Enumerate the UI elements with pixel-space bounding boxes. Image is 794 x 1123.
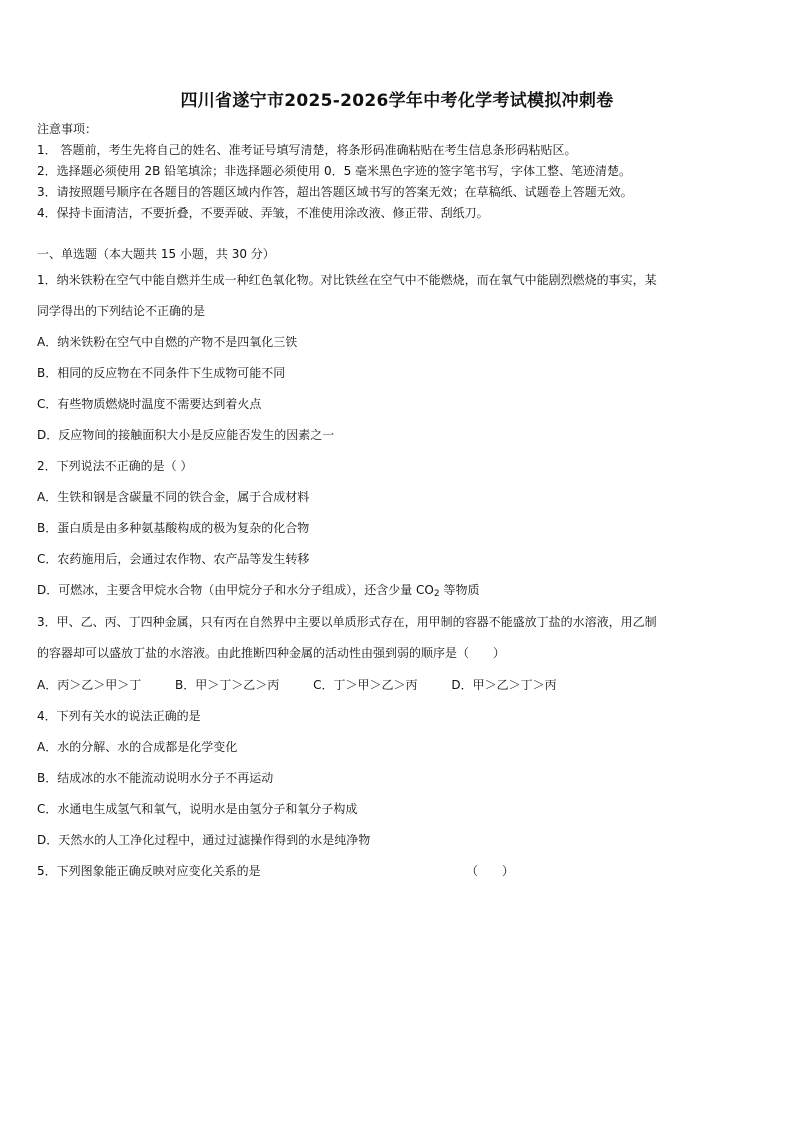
q2-option-d: [37, 582, 479, 602]
q3-stem-line1: 3．甲、乙、丙、丁四种金属，只有丙在自然界中主要以单质形式存在，用甲制的容器不能盛放丁盐的水溶液，用乙制: [37, 615, 657, 629]
q1-stem-line1: 1．纳米铁粉在空气中能自燃并生成一种红色氧化物。对比铁丝在空气中不能燃烧，而在氧气中能剧烈燃烧的事实，某: [37, 273, 657, 287]
q2-option-b: B．蛋白质是由多种氨基酸构成的极为复杂的化合物: [37, 521, 310, 535]
notice-item-1: 1． 答题前，考生先将自己的姓名、准考证号填写清楚，将条形码准确粘贴在考生信息条形码粘贴区。: [37, 143, 577, 157]
q4-stem: 4．下列有关水的说法正确的是: [37, 709, 201, 723]
q5-stem: 5．下列图象能正确反映对应变化关系的是: [37, 864, 261, 878]
page-title: 四川省遂宁市2025-2026学年中考化学考试模拟冲刺卷: [180, 91, 614, 111]
q4-option-c: C．水通电生成氢气和氧气，说明水是由氢分子和氧分子构成: [37, 802, 358, 816]
q1-stem-line2: 同学得出的下列结论不正确的是: [37, 304, 206, 318]
q2-option-d-text: D．可燃冰，主要含甲烷水合物（由甲烷分子和水分子组成），还含少量 CO: [37, 583, 434, 597]
q2-option-a: A．生铁和钢是含碳量不同的铁合金，属于合成材料: [37, 490, 310, 504]
q3-option-b: B．甲＞丁＞乙＞丙: [175, 678, 280, 692]
q2-option-c: C．农药施用后，会通过农作物、农产品等发生转移: [37, 552, 310, 566]
q3-stem-line2: 的容器却可以盛放丁盐的水溶液。由此推断四种金属的活动性由强到弱的顺序是（ ）: [37, 646, 506, 660]
notice-heading: 注意事项：: [37, 122, 98, 136]
q3-option-d: D．甲＞乙＞丁＞丙: [451, 678, 557, 692]
notice-item-2: 2．选择题必须使用 2B 铅笔填涂；非选择题必须使用 0．5 毫米黑色字迹的签字笔书写，字体工整、笔迹清楚。: [37, 164, 632, 178]
co2-subscript: 2: [433, 589, 440, 599]
q2-option-d-tail: 等物质: [439, 583, 480, 597]
q4-option-b: B．结成冰的水不能流动说明水分子不再运动: [37, 771, 274, 785]
q3-option-a: A．丙＞乙＞甲＞丁: [37, 678, 142, 692]
q3-options-row: [37, 677, 587, 693]
q4-option-a: A．水的分解、水的合成都是化学变化: [37, 740, 238, 754]
notice-item-3: 3．请按照题号顺序在各题目的答题区域内作答，超出答题区域书写的答案无效；在草稿纸、试题卷上答题无效。: [37, 185, 633, 199]
q2-stem: 2．下列说法不正确的是（ ）: [37, 459, 193, 473]
q3-option-c: C．丁＞甲＞乙＞丙: [313, 678, 418, 692]
q1-option-b: B．相同的反应物在不同条件下生成物可能不同: [37, 366, 286, 380]
q1-option-a: A．纳米铁粉在空气中自燃的产物不是四氧化三铁: [37, 335, 298, 349]
section-heading: 一、单选题（本大题共 15 小题，共 30 分）: [37, 247, 275, 261]
q1-option-d: D．反应物间的接触面积大小是反应能否发生的因素之一: [37, 428, 335, 442]
q5-answer-blank: （ ）: [466, 864, 515, 878]
notice-item-4: 4．保持卡面清洁，不要折叠，不要弄破、弄皱，不准使用涂改液、修正带、刮纸刀。: [37, 206, 489, 220]
q4-option-d: D．天然水的人工净化过程中，通过过滤操作得到的水是纯净物: [37, 833, 371, 847]
q1-option-c: C．有些物质燃烧时温度不需要达到着火点: [37, 397, 262, 411]
